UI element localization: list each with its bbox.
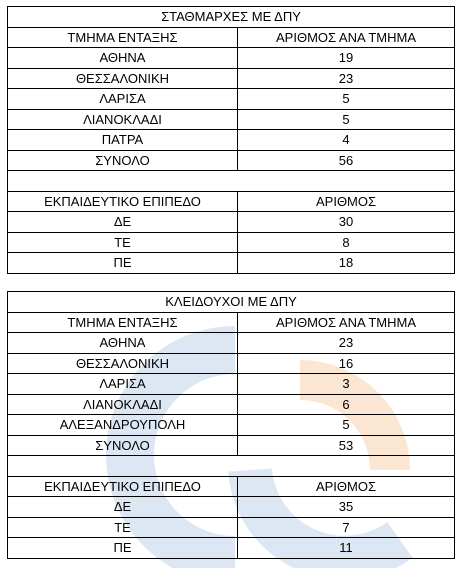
table-row — [8, 68, 455, 89]
dept-name-cell: ΑΘΗΝΑ — [8, 333, 238, 354]
edu-level-cell: ΤΕ — [8, 232, 238, 253]
key-holders-table — [7, 291, 455, 559]
edu-count-cell: 30 — [238, 212, 455, 233]
edu-level-cell: ΤΕ — [8, 517, 238, 538]
dept-count-cell: 19 — [238, 48, 455, 69]
table-header-row — [8, 191, 455, 212]
table-row — [8, 374, 455, 395]
dept-name-cell: ΛΙΑΝΟΚΛΑΔΙ — [8, 394, 238, 415]
table-row — [8, 497, 455, 518]
table-row — [8, 538, 455, 559]
spacer-row — [8, 456, 455, 477]
table-row — [8, 109, 455, 130]
dept-count-cell: 3 — [238, 374, 455, 395]
column-header: ΑΡΙΘΜΟΣ — [238, 476, 455, 497]
empty-cell — [8, 171, 455, 192]
dept-count-cell: 23 — [238, 68, 455, 89]
table-row — [8, 394, 455, 415]
total-label-cell: ΣΥΝΟΛΟ — [8, 150, 238, 171]
column-header: ΑΡΙΘΜΟΣ ΑΝΑ ΤΜΗΜΑ — [238, 312, 455, 333]
table-header-row — [8, 27, 455, 48]
table-row — [8, 232, 455, 253]
station-masters-table — [7, 6, 455, 274]
table-row — [8, 353, 455, 374]
table-row — [8, 253, 455, 274]
dept-name-cell: ΛΑΡΙΣΑ — [8, 374, 238, 395]
column-header: ΤΜΗΜΑ ΕΝΤΑΞΗΣ — [8, 27, 238, 48]
dept-name-cell: ΑΘΗΝΑ — [8, 48, 238, 69]
dept-name-cell: ΠΑΤΡΑ — [8, 130, 238, 151]
dept-name-cell: ΛΙΑΝΟΚΛΑΔΙ — [8, 109, 238, 130]
table-row — [8, 48, 455, 69]
column-header: ΤΜΗΜΑ ΕΝΤΑΞΗΣ — [8, 312, 238, 333]
dept-name-cell: ΘΕΣΣΑΛΟΝΙΚΗ — [8, 68, 238, 89]
table-title: ΚΛΕΙΔΟΥΧΟΙ ΜΕ ΔΠΥ — [8, 292, 455, 313]
table-header-row — [8, 312, 455, 333]
column-header: ΕΚΠΑΙΔΕΥΤΙΚΟ ΕΠΙΠΕΔΟ — [8, 191, 238, 212]
dept-name-cell: ΘΕΣΣΑΛΟΝΙΚΗ — [8, 353, 238, 374]
total-label-cell: ΣΥΝΟΛΟ — [8, 435, 238, 456]
dept-count-cell: 5 — [238, 89, 455, 110]
edu-count-cell: 35 — [238, 497, 455, 518]
table-row — [8, 415, 455, 436]
table-row — [8, 212, 455, 233]
dept-count-cell: 5 — [238, 109, 455, 130]
dept-count-cell: 16 — [238, 353, 455, 374]
table-title-row — [8, 7, 455, 28]
total-value-cell: 53 — [238, 435, 455, 456]
dept-count-cell: 4 — [238, 130, 455, 151]
spacer-row — [8, 171, 455, 192]
column-header: ΑΡΙΘΜΟΣ — [238, 191, 455, 212]
table-title: ΣΤΑΘΜΑΡΧΕΣ ΜΕ ΔΠΥ — [8, 7, 455, 28]
edu-level-cell: ΔΕ — [8, 497, 238, 518]
table-row — [8, 89, 455, 110]
edu-count-cell: 18 — [238, 253, 455, 274]
table-header-row — [8, 476, 455, 497]
table-total-row — [8, 150, 455, 171]
edu-count-cell: 7 — [238, 517, 455, 538]
table-row — [8, 333, 455, 354]
edu-count-cell: 8 — [238, 232, 455, 253]
table-title-row — [8, 292, 455, 313]
dept-count-cell: 23 — [238, 333, 455, 354]
empty-cell — [8, 456, 455, 477]
dept-count-cell: 5 — [238, 415, 455, 436]
edu-level-cell: ΔΕ — [8, 212, 238, 233]
total-value-cell: 56 — [238, 150, 455, 171]
edu-level-cell: ΠΕ — [8, 538, 238, 559]
column-header: ΑΡΙΘΜΟΣ ΑΝΑ ΤΜΗΜΑ — [238, 27, 455, 48]
edu-level-cell: ΠΕ — [8, 253, 238, 274]
column-header: ΕΚΠΑΙΔΕΥΤΙΚΟ ΕΠΙΠΕΔΟ — [8, 476, 238, 497]
edu-count-cell: 11 — [238, 538, 455, 559]
table-row — [8, 517, 455, 538]
dept-name-cell: ΛΑΡΙΣΑ — [8, 89, 238, 110]
table-total-row — [8, 435, 455, 456]
dept-count-cell: 6 — [238, 394, 455, 415]
table-row — [8, 130, 455, 151]
dept-name-cell: ΑΛΕΞΑΝΔΡΟΥΠΟΛΗ — [8, 415, 238, 436]
